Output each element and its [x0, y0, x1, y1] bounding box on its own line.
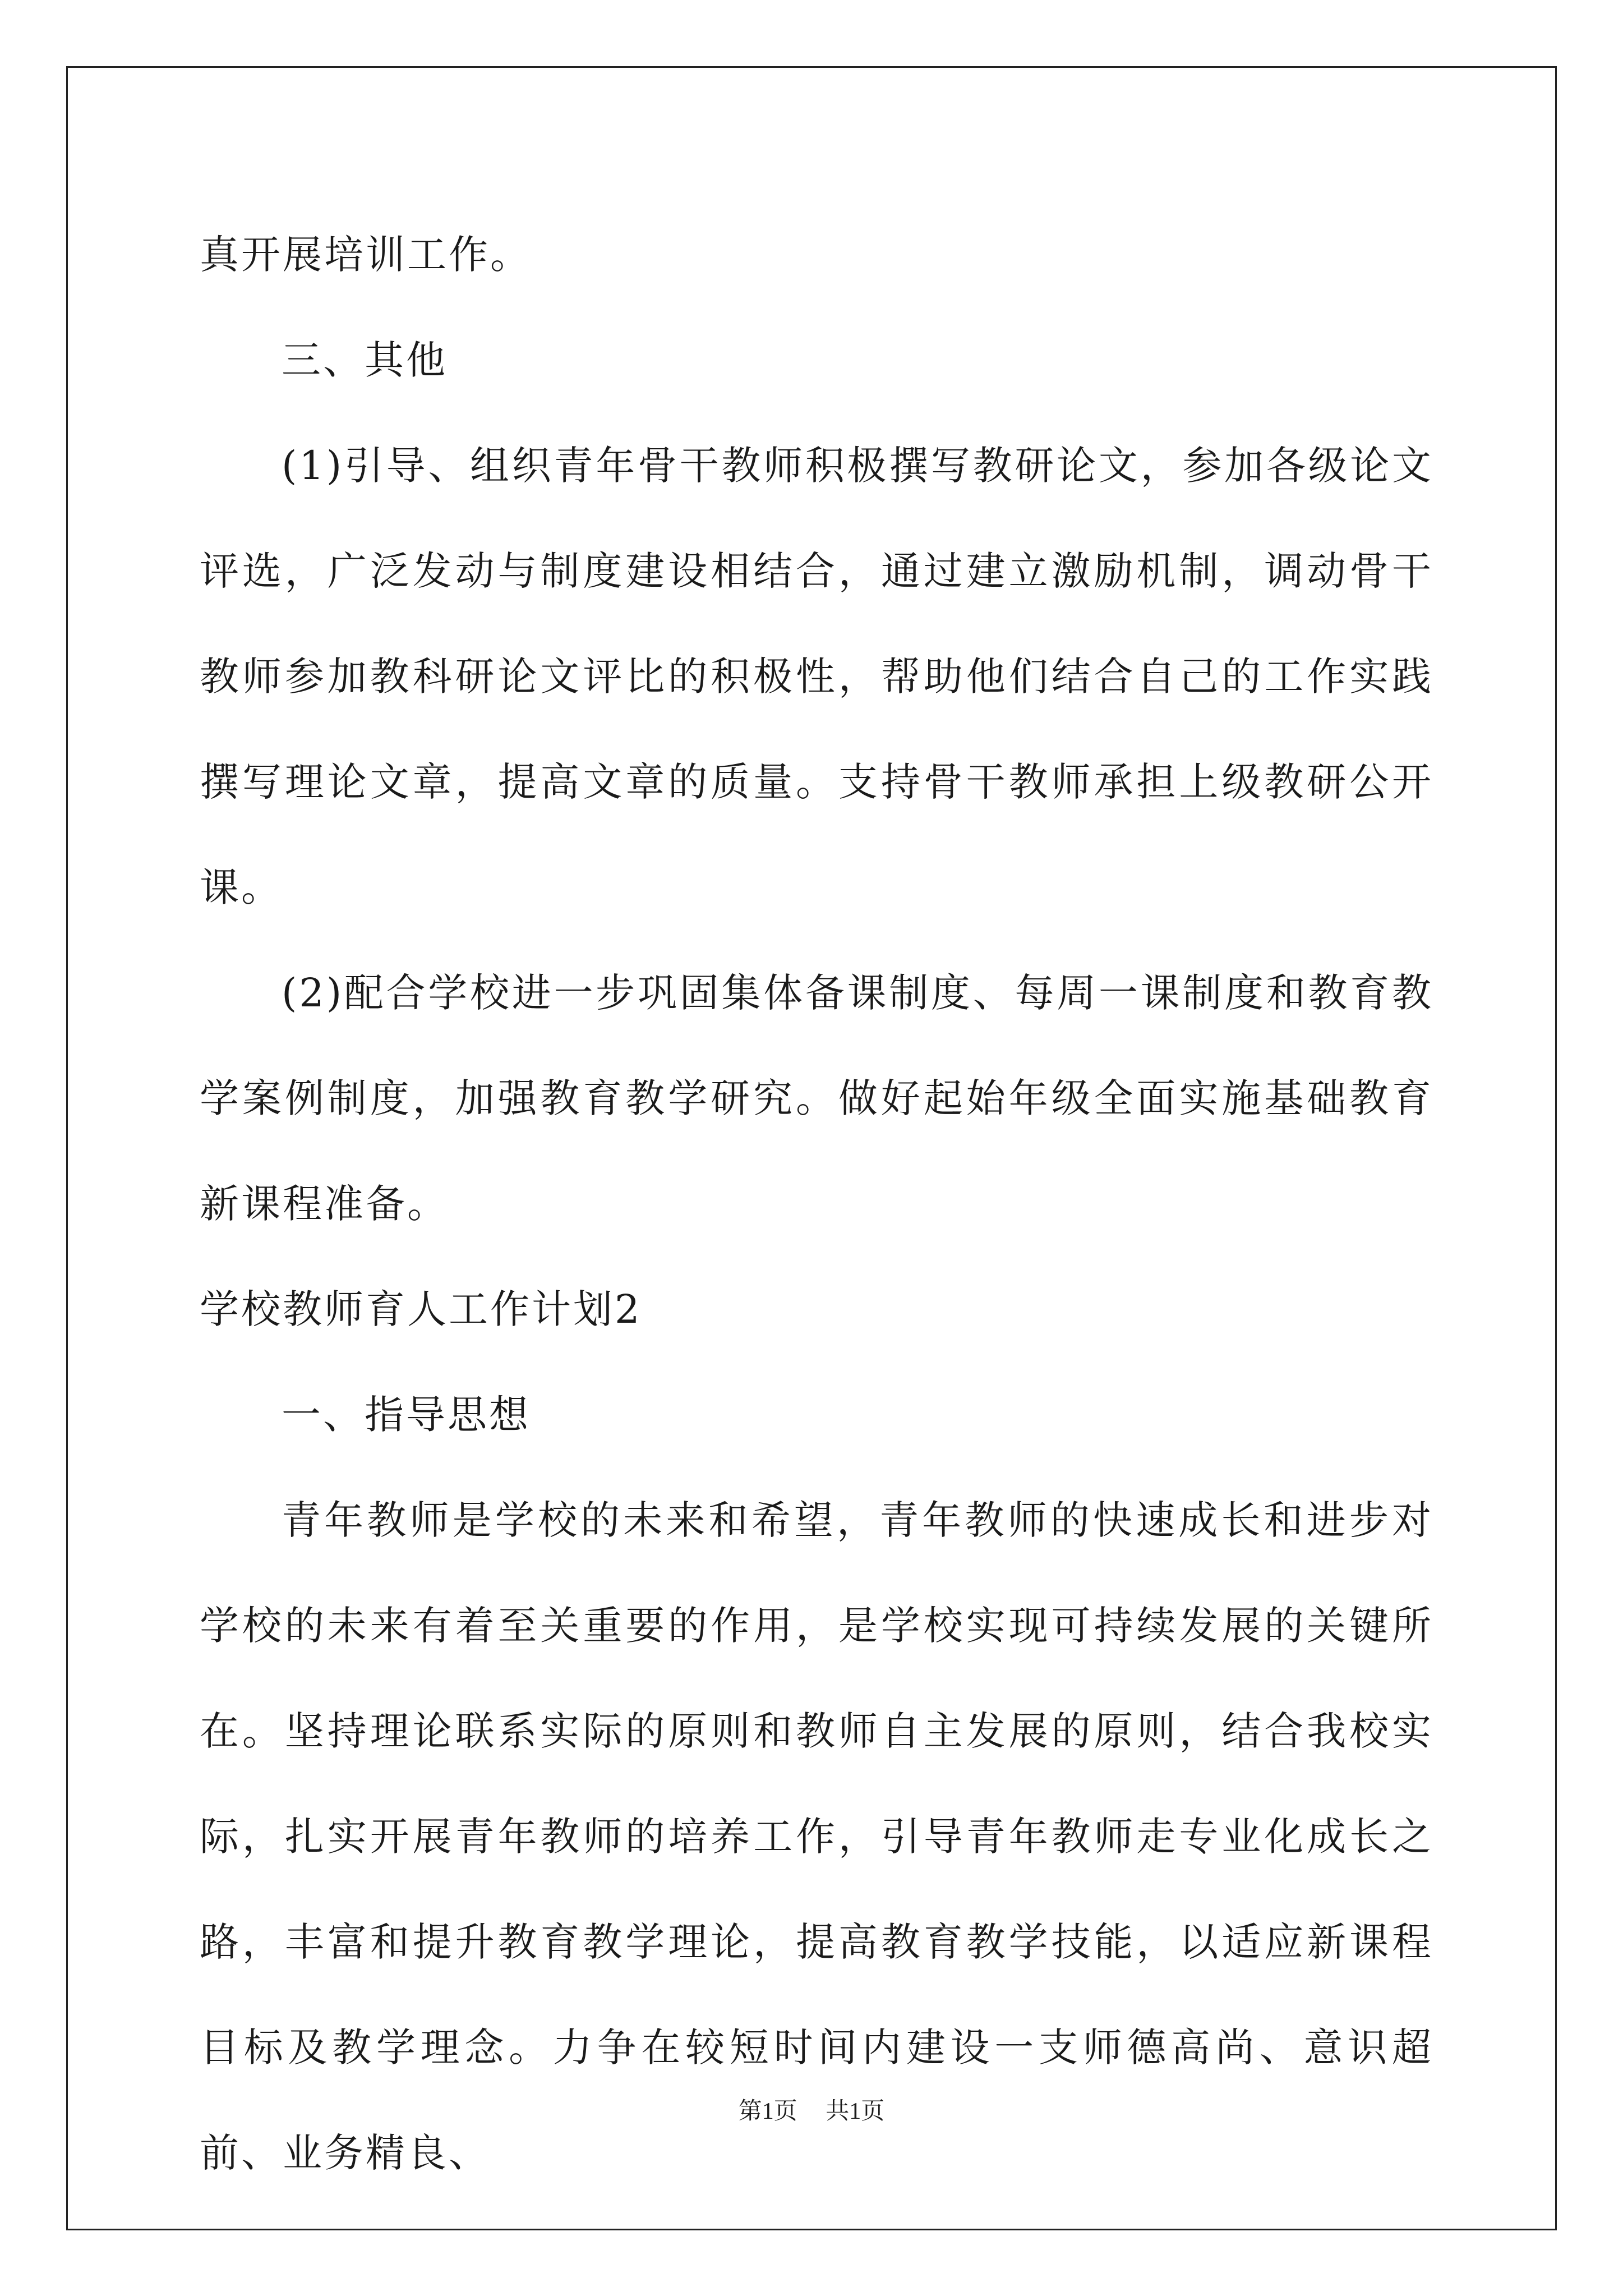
section-heading-other: 三、其他	[282, 337, 448, 383]
paragraph-item-2: (2)配合学校进一步巩固集体备课制度、每周一课制度和教育教学案例制度，加强教育教学研究。做好起始年级全面实施基础教育新课程准备。	[200, 970, 1433, 1227]
paragraph-continuation: 真开展培训工作。	[200, 232, 532, 278]
paragraph-guiding-thought: 青年教师是学校的未来和希望，青年教师的快速成长和进步对学校的未来有着至关重要的作用，是学校实现可持续发展的关键所在。坚持理论联系实际的原则和教师自主发展的原则，结合我校实际，扎实开展青年教师的培养工作，引导青年教师走专业化成长之路，丰富和提升教育教学理论，提高教育教学技能，以适应新课程目标及教学理念。力争在较短时间内建设一支师德高尚、意识超前、业务精良、	[200, 1497, 1433, 2176]
document-body	[200, 202, 1433, 2206]
page-total: 共1页	[826, 2099, 885, 2124]
section-heading-guiding-thought: 一、指导思想	[282, 1392, 531, 1438]
page-number: 第1页	[738, 2099, 797, 2124]
paragraph-item-1: (1)引导、组织青年骨干教师积极撰写教研论文，参加各级论文评选，广泛发动与制度建设相结合，通过建立激励机制，调动骨干教师参加教科研论文评比的积极性，帮助他们结合自己的工作实践撰写理论文章，提高文章的质量。支持骨干教师承担上级教研公开课。	[200, 443, 1433, 910]
page-footer	[0, 2092, 1623, 2126]
document-title-2: 学校教师育人工作计划2	[200, 1286, 642, 1332]
